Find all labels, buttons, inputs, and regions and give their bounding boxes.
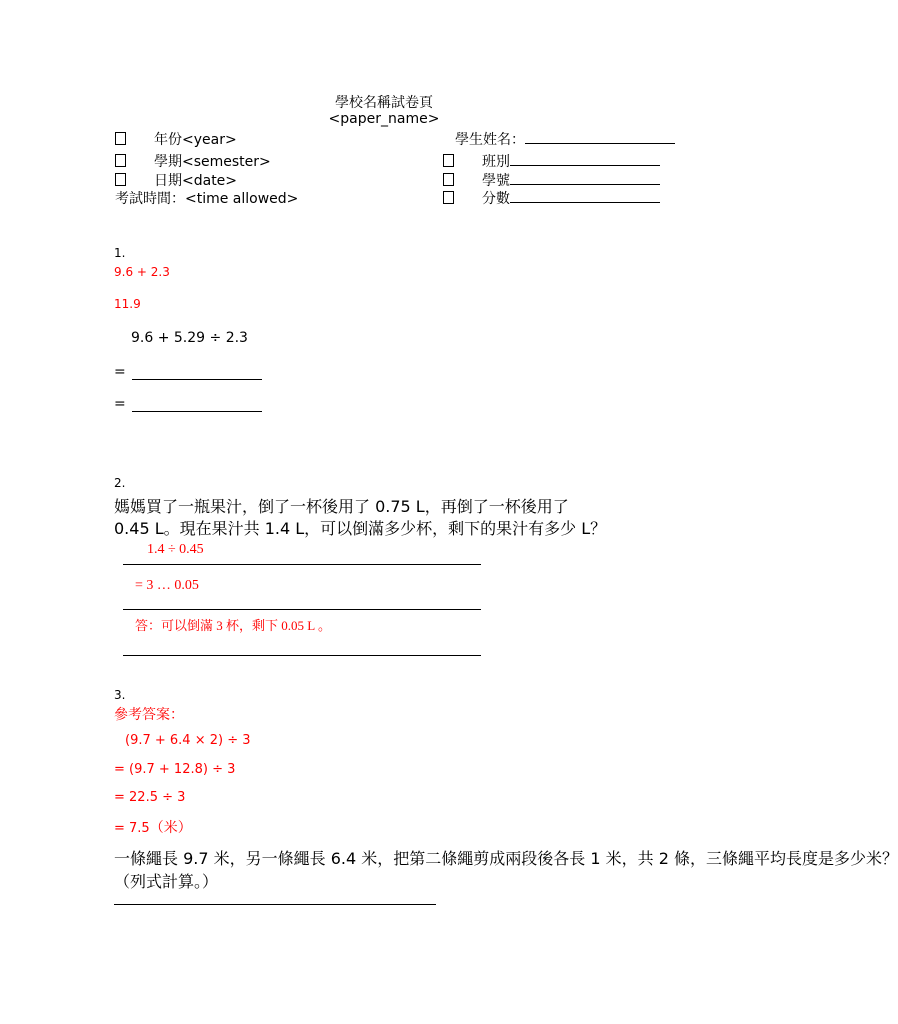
year-label: 年份<year> [154, 132, 237, 148]
class-blank[interactable] [510, 165, 660, 166]
q3-text-line-2: （列式計算。） [114, 872, 219, 891]
checkbox-icon [443, 191, 454, 204]
school-title: 學校名稱試卷頁 [335, 95, 433, 111]
year-row [115, 129, 237, 149]
semester-row [115, 151, 271, 171]
equals-sign: = [114, 396, 126, 412]
q2-work-line-1: 1.4 ÷ 0.45 [147, 542, 204, 557]
paper-name: <paper_name> [328, 111, 440, 127]
q2-work-line-3: 答：可以倒滿 3 杯，剩下 0.05 L 。 [135, 618, 331, 633]
q2-answer-line-1[interactable] [123, 564, 481, 565]
q3-step-4-value: = 7.5 [114, 821, 150, 836]
student-name-label: 學生姓名： [455, 132, 525, 148]
q2-answer-line-2[interactable] [123, 609, 481, 610]
semester-label: 學期<semester> [154, 154, 271, 170]
q3-step-4 [114, 817, 192, 837]
q1-answer-row-2 [114, 396, 126, 412]
q1-hint-answer: 11.9 [114, 297, 141, 311]
score-label: 分數 [482, 191, 510, 207]
student-name-row [455, 129, 675, 149]
date-row [115, 170, 237, 190]
q3-text-part-a: 一條繩長 9.7 米，另一條繩長 6.4 米 [114, 849, 378, 868]
checkbox-icon [115, 132, 126, 145]
q2-work-line-2: = 3 … 0.05 [135, 578, 199, 593]
checkbox-icon [115, 173, 126, 186]
q3-step-4-unit: （米） [149, 820, 192, 836]
q1-number: 1. [114, 246, 126, 260]
q3-step-3: = 22.5 ÷ 3 [114, 790, 186, 805]
q3-number: 3. [114, 688, 126, 702]
q1-answer-row-1 [114, 364, 126, 380]
q1-hint-expression: 9.6 + 2.3 [114, 265, 170, 279]
checkbox-icon [115, 154, 126, 167]
q1-answer-blank-2[interactable] [132, 411, 262, 412]
q3-step-1: (9.7 + 6.4 × 2) ÷ 3 [125, 733, 251, 748]
number-row [443, 170, 660, 190]
score-blank[interactable] [510, 202, 660, 203]
q3-text-part-b: ，把第二條繩剪成兩段後各長 1 米，共 2 條，三條繩平均長度是多少米？ [377, 849, 898, 868]
class-row [443, 151, 660, 171]
q3-answer-line[interactable] [114, 904, 436, 905]
score-row [443, 188, 660, 208]
student-name-blank[interactable] [525, 143, 675, 144]
number-label: 學號 [482, 173, 510, 189]
checkbox-icon [443, 173, 454, 186]
q3-step-2: = (9.7 + 12.8) ÷ 3 [114, 762, 236, 777]
class-label: 班別 [482, 154, 510, 170]
q2-text-line-1: 媽媽買了一瓶果汁，倒了一杯後用了 0.75 L，再倒了一杯後用了 [114, 497, 569, 516]
q2-answer-line-3[interactable] [123, 655, 481, 656]
date-label: 日期<date> [154, 173, 238, 189]
time-allowed-label: 考試時間：<time allowed> [115, 191, 299, 207]
q2-number: 2. [114, 476, 126, 490]
equals-sign: = [114, 364, 126, 380]
number-blank[interactable] [510, 184, 660, 185]
q1-answer-blank-1[interactable] [132, 379, 262, 380]
q2-text-line-2: 0.45 L。現在果汁共 1.4 L，可以倒滿多少杯，剩下的果汁有多少 L？ [114, 519, 607, 538]
q3-text-line-1 [114, 846, 898, 869]
q1-expression: 9.6 + 5.29 ÷ 2.3 [131, 330, 248, 346]
q3-answer-heading: 參考答案： [114, 707, 184, 723]
checkbox-icon [443, 154, 454, 167]
